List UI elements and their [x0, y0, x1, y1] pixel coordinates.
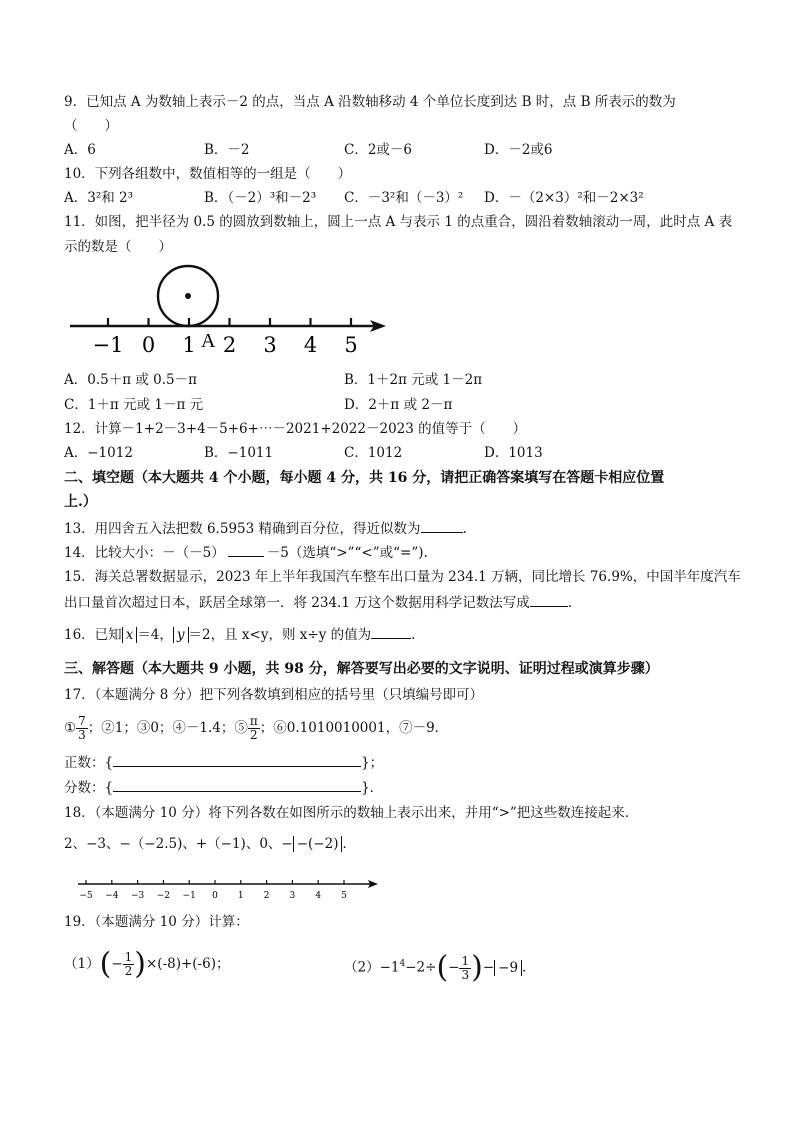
q14-answer-blank[interactable] — [228, 542, 264, 557]
q11-option-b: B．1＋2π 元或 1－2π — [344, 372, 483, 388]
q19-part-1-rest: ×(-8)+(-6)； — [145, 956, 230, 972]
q17-fraction-7-3 — [76, 715, 88, 742]
axis-tick-label: 4 — [303, 333, 318, 357]
q16-abs-x: x — [122, 627, 138, 643]
axis-tick-label: −1 — [92, 333, 124, 357]
q15-end: . — [567, 595, 573, 611]
positive-answer-blank[interactable] — [113, 752, 361, 767]
q11-option-d: D．2＋π 或 2－π — [344, 397, 453, 413]
q16-text-3: ＝2，且 x<y，则 x÷y 的值为 — [188, 627, 372, 643]
axis-tick-label: 5 — [344, 333, 358, 357]
q10-stem: 10．下列各组数中，数值相等的一组是（ ） — [64, 166, 352, 182]
q12-option-b: B．−1011 — [204, 445, 274, 461]
circle-center-dot — [185, 293, 191, 299]
q9-option-c: C．2或－6 — [344, 142, 413, 158]
q15-line-1: 15．海关总署数据显示，2023 年上半年我国汽车整车出口量为 234.1 万辆，同比增长 76.9%，中国半年度汽车 — [64, 569, 741, 585]
fraction-numerator: 1 — [124, 950, 133, 964]
q19-part-2: $(2)-1^4-2\div(-$ $\frac{1}{3}$ )− −9 ． — [344, 950, 536, 985]
q19-part-1: （1）(− $\frac{1}{2}$ )×(-8)+(-6)； — [64, 946, 230, 982]
q17-positive-row — [64, 752, 383, 773]
q15-answer-blank[interactable] — [530, 592, 568, 607]
q12-stem: 12．计算－1+2－3+4－5+6+⋯－2021+2022－2023 的值等于（ ） — [64, 421, 527, 437]
q12-option-a: A．−1012 — [64, 445, 133, 461]
q14 — [64, 542, 428, 563]
q16-answer-blank[interactable] — [371, 624, 411, 639]
fraction-answer-blank[interactable] — [113, 777, 361, 792]
fraction-denominator: 3 — [78, 728, 86, 742]
q12-option-d: D．1013 — [484, 445, 543, 461]
rolling-circle-figure — [64, 262, 394, 358]
q16-end: . — [411, 627, 416, 643]
q19-part-2-end: ． — [522, 959, 536, 976]
q14-text-2: －5（选填“>”“<”或“=”). — [266, 545, 428, 561]
fraction-numerator: 7 — [78, 714, 86, 728]
q17-stem: 17．（本题满分 8 分）把下列各数填到相应的括号里（只填编号即可） — [64, 687, 484, 703]
q19-part-1-label: （1） — [64, 956, 100, 972]
q16-text-2: ＝4， — [137, 627, 173, 643]
q19-fraction-1-2 — [123, 951, 135, 978]
q17-fraction-pi-2 — [248, 715, 260, 742]
q17-items-2-4: ；②1；③0；④－1.4；⑤ — [87, 720, 248, 736]
q16-text-1: 16．已知 — [64, 627, 122, 643]
q11-stem: 11．如图，把半径为 0.5 的圆放到数轴上，圆上一点 A 与表示 1 的点重合，圆沿着数轴滚动一周，此时点 A 表 — [64, 214, 733, 230]
q17-item-1-label: ① — [64, 720, 77, 736]
positive-close: }； — [361, 755, 384, 771]
q18-abs-expression: −(−2) — [293, 836, 343, 852]
q18-list-text: 2、−3、−（−2.5)、+（−1)、0、− — [64, 836, 293, 852]
q18-list-end: ． — [342, 836, 356, 852]
point-a-label: A — [201, 330, 216, 352]
q10-option-c: C．－3²和（－3）² — [344, 190, 464, 206]
q19-stem: 19．（本题满分 10 分）计算： — [64, 914, 249, 930]
fraction-numerator: π — [249, 714, 258, 728]
axis-tick-label: 2 — [263, 891, 270, 901]
axis-tick-label: 5 — [341, 891, 347, 901]
q9-option-a: A．6 — [64, 142, 96, 158]
small-axis-ticks — [79, 880, 347, 901]
axis-tick-label: −5 — [79, 891, 93, 901]
q10-option-a: A．3²和 2³ — [64, 190, 134, 206]
blank-number-line — [74, 874, 384, 904]
axis-tick-label: 2 — [222, 333, 237, 357]
section2-heading: 二、填空题（本大题共 4 个小题，每小题 4 分，共 16 分，请把正确答案填写在答题卡相应位置 — [64, 470, 665, 486]
q13-text: 13．用四舍五入法把数 6.5953 精确到百分位，得近似数为 — [64, 521, 421, 537]
right-paren-icon: ) — [134, 946, 146, 982]
q18-stem: 18．（本题满分 10 分）将下列各数在如图所示的数轴上表示出来，并用“>”把这些数连接起来． — [64, 805, 639, 821]
q13-end: . — [462, 521, 467, 537]
q9-option-d: D．－2或6 — [484, 142, 553, 158]
axis-tick-label: −2 — [156, 891, 171, 901]
right-paren-icon: ) — [471, 950, 483, 985]
axis-tick-label: 4 — [315, 891, 322, 901]
q10-option-b: B．（－2）³和－2³ — [204, 190, 317, 206]
q14-text: 14．比较大小：－（－5） — [64, 545, 225, 561]
axis-tick-label: 0 — [212, 891, 218, 901]
q16-abs-y: y — [173, 627, 189, 643]
fraction-numerator: 1 — [461, 953, 470, 968]
q15-line-2 — [64, 592, 572, 613]
q17-number-list — [64, 710, 448, 746]
q19-part-2-label: （2） — [344, 959, 380, 976]
axis-tick-label: −3 — [130, 891, 145, 901]
q9-option-b: B．－2 — [204, 142, 250, 158]
q11-option-c: C．1＋π 元或 1－π 元 — [64, 397, 204, 413]
section3-heading: 三、解答题（本大题共 9 小题，共 98 分，解答要写出必要的文字说明、证明过程或演算步骤） — [64, 661, 659, 677]
q15-text: 出口量首次超过日本，跃居全球第一．将 234.1 万这个数据用科学记数法写成 — [64, 595, 530, 611]
q9-stem: 9．已知点 A 为数轴上表示－2 的点，当点 A 沿数轴移动 4 个单位长度到达 B 时，点 B 所表示的数为 — [64, 94, 676, 110]
q19-part-2-pre: −1 — [379, 959, 400, 976]
fraction-denominator: 2 — [250, 728, 258, 742]
q19-fraction-1-3 — [459, 955, 471, 982]
q13 — [64, 518, 467, 539]
axis-tick-label: −4 — [105, 891, 119, 901]
axis-tick-label: 0 — [141, 333, 156, 357]
q12-option-c: C．1012 — [344, 445, 403, 461]
q10-option-d: D．－（2×3）²和－2×3² — [484, 190, 644, 206]
axis-tick-label: 3 — [263, 333, 277, 357]
axis-tick-label: 3 — [289, 891, 296, 901]
left-paren-icon: ( — [99, 946, 112, 982]
q17-items-6-7: ；⑥0.1010010001，⑦－9． — [259, 720, 449, 736]
positive-label: 正数：{ — [64, 755, 114, 771]
fraction-denominator: 3 — [461, 967, 470, 982]
axis-tick-label: −1 — [182, 891, 196, 901]
fraction-close: }． — [361, 780, 384, 796]
q19-part-2-mid: −2÷ — [405, 959, 437, 976]
q17-fraction-row — [64, 777, 383, 798]
section2-heading-2: 上.） — [64, 494, 97, 510]
q9-paren: （ ） — [64, 118, 118, 134]
q19-abs-expression: −9 — [494, 960, 522, 976]
q16 — [64, 624, 415, 645]
left-paren-icon: ( — [436, 950, 449, 985]
q11-stem-2: 示的数是（ ） — [64, 239, 172, 255]
axis-ticks — [93, 318, 358, 357]
fraction-label: 分数：{ — [64, 780, 114, 796]
q11-option-a: A．0.5＋π 或 0.5－π — [64, 372, 198, 388]
axis-tick-label: 1 — [237, 891, 244, 901]
q13-answer-blank[interactable] — [421, 518, 463, 533]
q18-number-list — [64, 834, 356, 854]
axis-tick-label: 1 — [182, 333, 196, 357]
q19-exponent: 4 — [399, 959, 406, 969]
fraction-denominator: 2 — [124, 964, 133, 978]
